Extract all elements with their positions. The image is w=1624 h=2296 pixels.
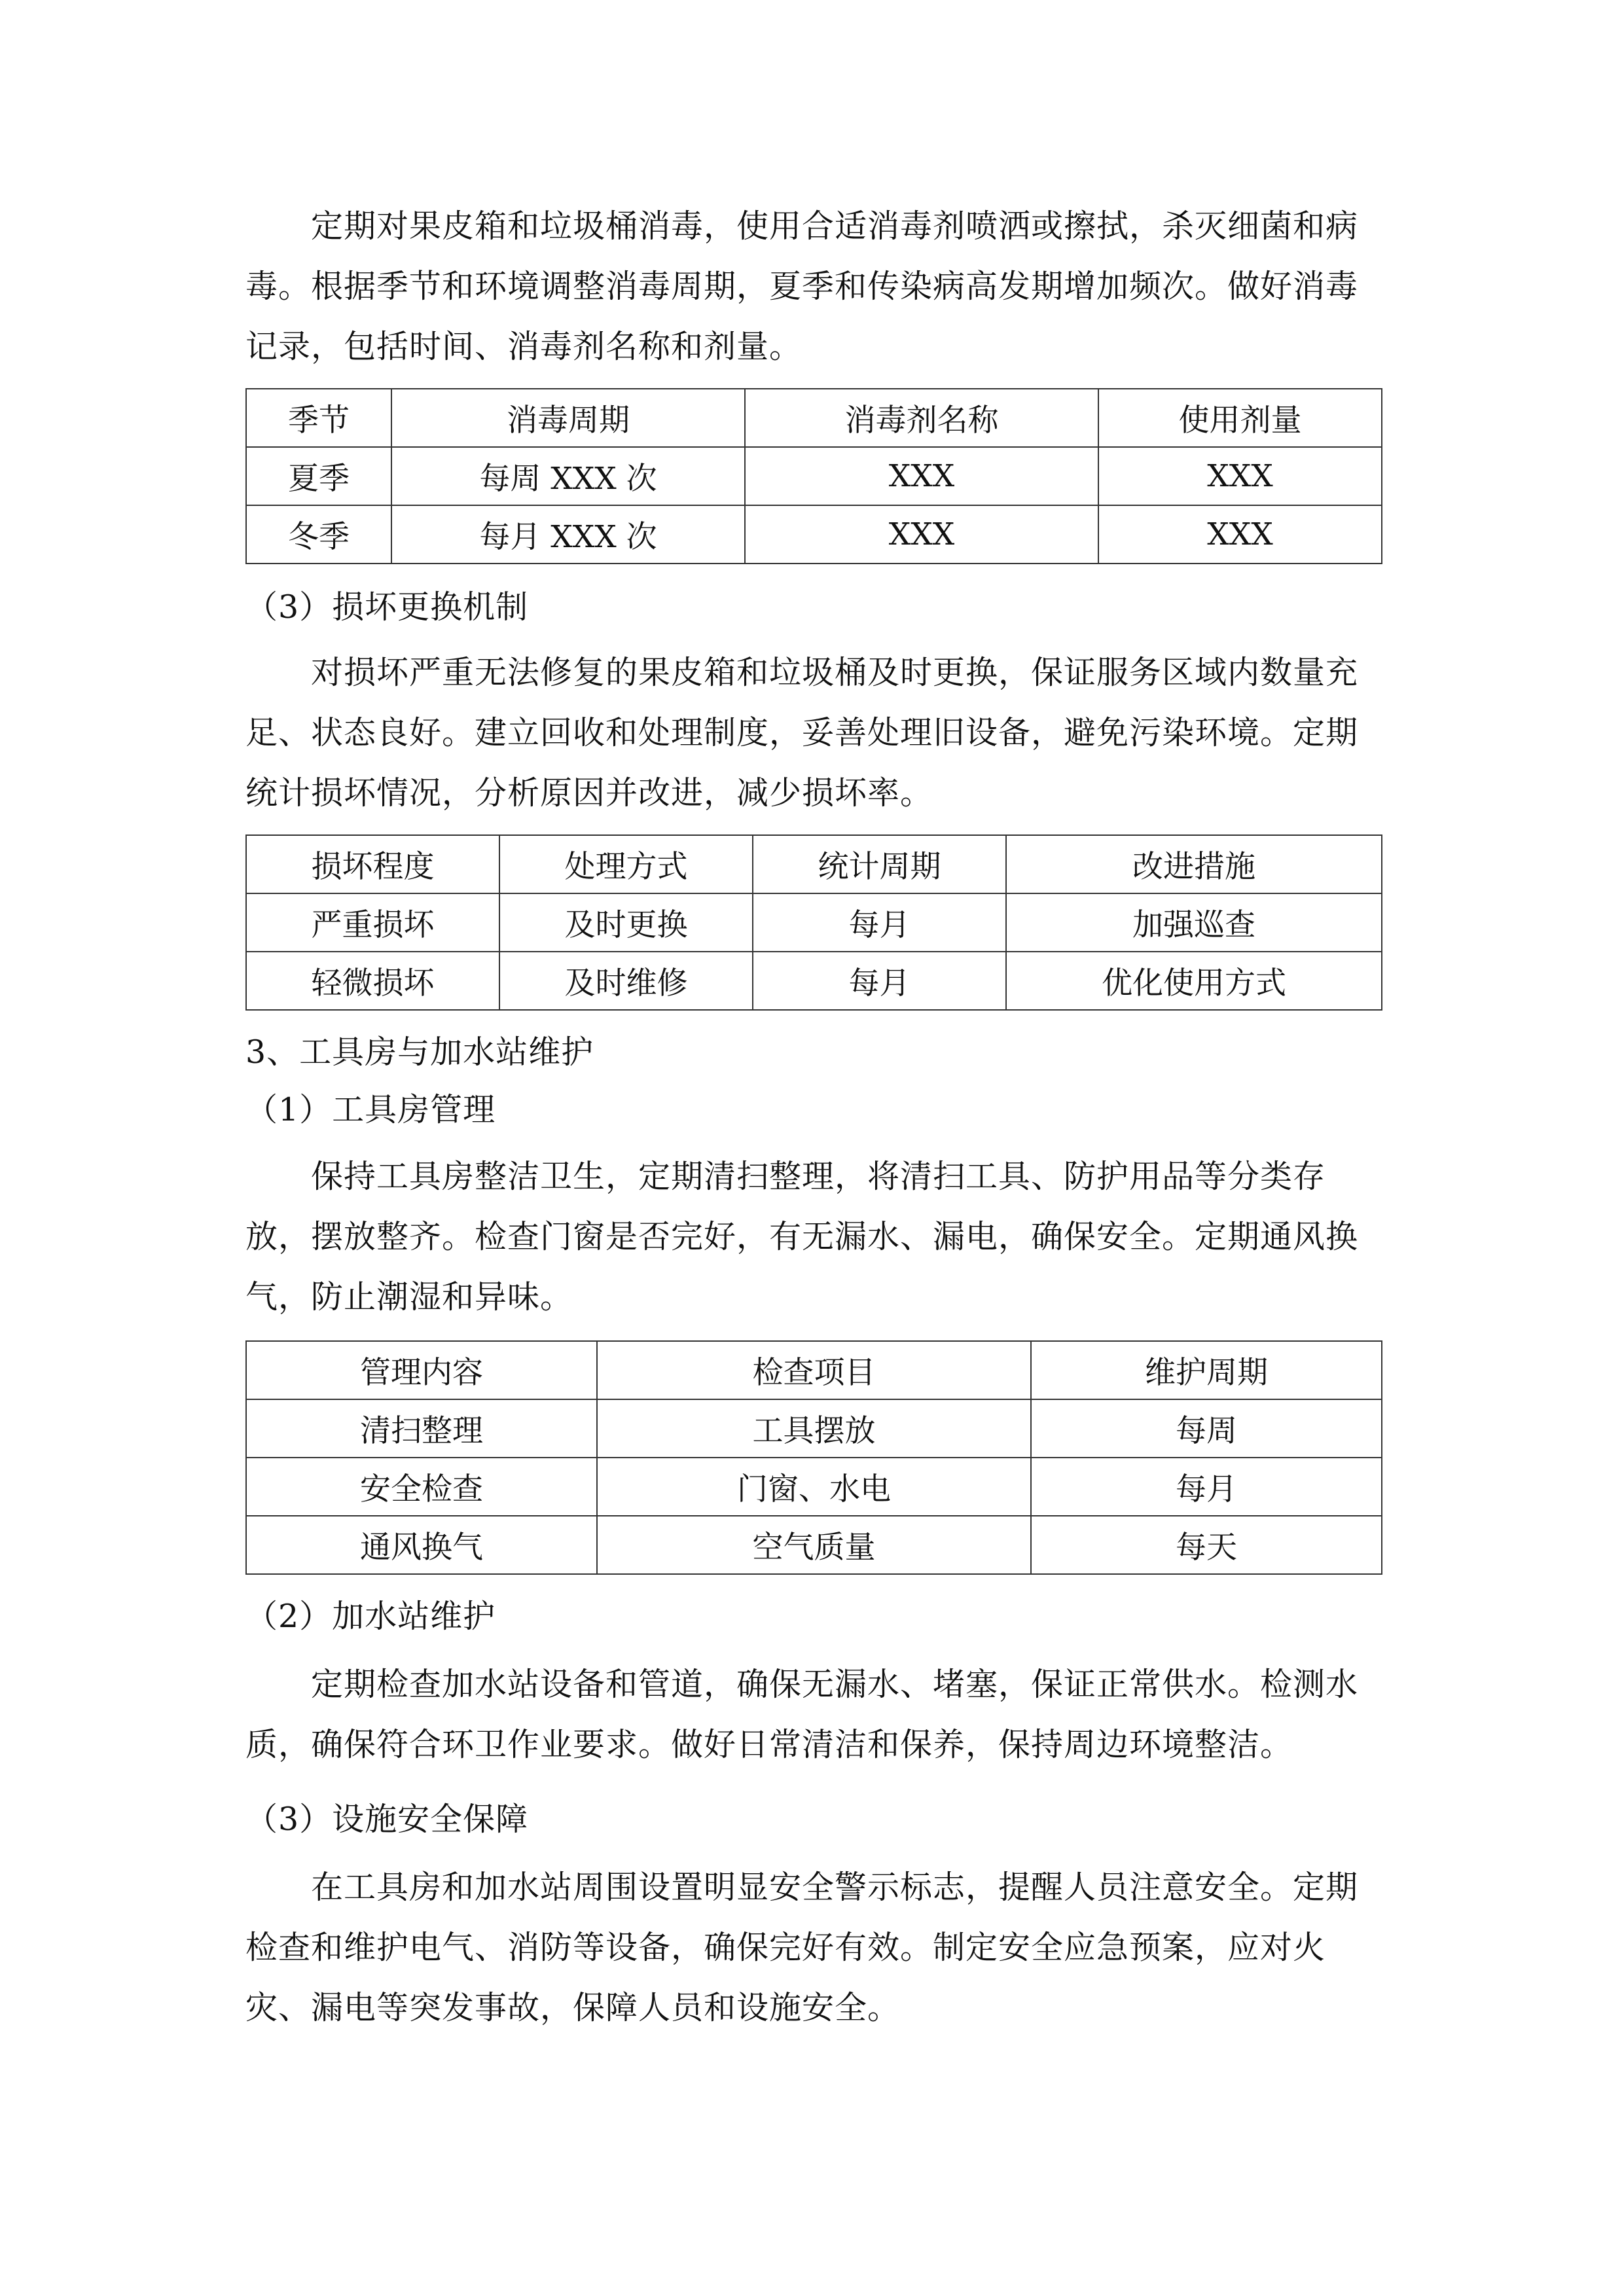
table-header-cell: 消毒周期 <box>391 389 745 447</box>
table-cell: XXX <box>1098 505 1382 564</box>
table-header-cell: 管理内容 <box>246 1341 597 1399</box>
table-header-row <box>246 835 1382 893</box>
table-cell: 每天 <box>1031 1516 1382 1574</box>
table-cell: 冬季 <box>246 505 391 564</box>
table-cell: 空气质量 <box>597 1516 1031 1574</box>
table-header-row <box>246 389 1382 447</box>
toolroom-table <box>245 1340 1382 1575</box>
table-header-cell: 处理方式 <box>499 835 753 893</box>
table-row <box>246 1516 1382 1574</box>
table-cell: 安全检查 <box>246 1458 597 1516</box>
table-cell: 每月 <box>1031 1458 1382 1516</box>
table-header-cell: 季节 <box>246 389 391 447</box>
table-header-cell: 统计周期 <box>753 835 1006 893</box>
table-cell: 每周 <box>1031 1399 1382 1458</box>
table-cell: 加强巡查 <box>1006 893 1382 952</box>
paragraph-damage-replacement: 对损坏严重无法修复的果皮箱和垃圾桶及时更换，保证服务区域内数量充足、状态良好。建立回收和处理制度，妥善处理旧设备，避免污染环境。定期统计损坏情况，分析原因并改进，减少损坏率。 <box>245 654 1359 812</box>
table-cell: XXX <box>1098 447 1382 505</box>
table-header-cell: 维护周期 <box>1031 1341 1382 1399</box>
damage-table <box>245 834 1382 1011</box>
table-cell: 工具摆放 <box>597 1399 1031 1458</box>
table-header-cell: 检查项目 <box>597 1341 1031 1399</box>
table-row <box>246 952 1382 1010</box>
section-heading-toolroom-water-station: 3、工具房与加水站维护 <box>245 1033 594 1071</box>
table-header-cell: 消毒剂名称 <box>745 389 1098 447</box>
paragraph-toolroom-management: 保持工具房整洁卫生，定期清扫整理，将清扫工具、防护用品等分类存放，摆放整齐。检查门窗是否完好，有无漏水、漏电，确保安全。定期通风换气，防止潮湿和异味。 <box>245 1158 1359 1316</box>
table-cell: 及时维修 <box>499 952 753 1010</box>
table-row <box>246 447 1382 505</box>
table-cell: 每月 <box>753 952 1006 1010</box>
table-cell: XXX <box>745 447 1098 505</box>
table-cell: 优化使用方式 <box>1006 952 1382 1010</box>
heading-toolroom-management: （1）工具房管理 <box>245 1091 496 1128</box>
table-cell: 门窗、水电 <box>597 1458 1031 1516</box>
paragraph-facility-safety: 在工具房和加水站周围设置明显安全警示标志，提醒人员注意安全。定期检查和维护电气、消防等设备，确保完好有效。制定安全应急预案，应对火灾、漏电等突发事故，保障人员和设施安全。 <box>245 1869 1359 2026</box>
heading-facility-safety: （3）设施安全保障 <box>245 1801 529 1838</box>
table-cell: 夏季 <box>246 447 391 505</box>
table-cell: 每月 XXX 次 <box>391 505 745 564</box>
table-row <box>246 1399 1382 1458</box>
heading-damage-replacement: （3）损坏更换机制 <box>245 588 529 626</box>
table-header-cell: 损坏程度 <box>246 835 499 893</box>
table-row <box>246 505 1382 564</box>
table-cell: 严重损坏 <box>246 893 499 952</box>
table-cell: 每周 XXX 次 <box>391 447 745 505</box>
paragraph-disinfection: 定期对果皮箱和垃圾桶消毒，使用合适消毒剂喷洒或擦拭，杀灭细菌和病毒。根据季节和环境调整消毒周期，夏季和传染病高发期增加频次。做好消毒记录，包括时间、消毒剂名称和剂量。 <box>245 207 1359 365</box>
table-cell: 通风换气 <box>246 1516 597 1574</box>
table-cell: 轻微损坏 <box>246 952 499 1010</box>
table-header-cell: 改进措施 <box>1006 835 1382 893</box>
table-row <box>246 893 1382 952</box>
table-cell: XXX <box>745 505 1098 564</box>
table-cell: 每月 <box>753 893 1006 952</box>
table-cell: 及时更换 <box>499 893 753 952</box>
table-row <box>246 1458 1382 1516</box>
table-header-cell: 使用剂量 <box>1098 389 1382 447</box>
disinfection-table <box>245 388 1382 564</box>
heading-water-station-maintenance: （2）加水站维护 <box>245 1598 496 1635</box>
table-header-row <box>246 1341 1382 1399</box>
paragraph-water-station-maintenance: 定期检查加水站设备和管道，确保无漏水、堵塞，保证正常供水。检测水质，确保符合环卫作业要求。做好日常清洁和保养，保持周边环境整洁。 <box>245 1666 1359 1763</box>
table-cell: 清扫整理 <box>246 1399 597 1458</box>
